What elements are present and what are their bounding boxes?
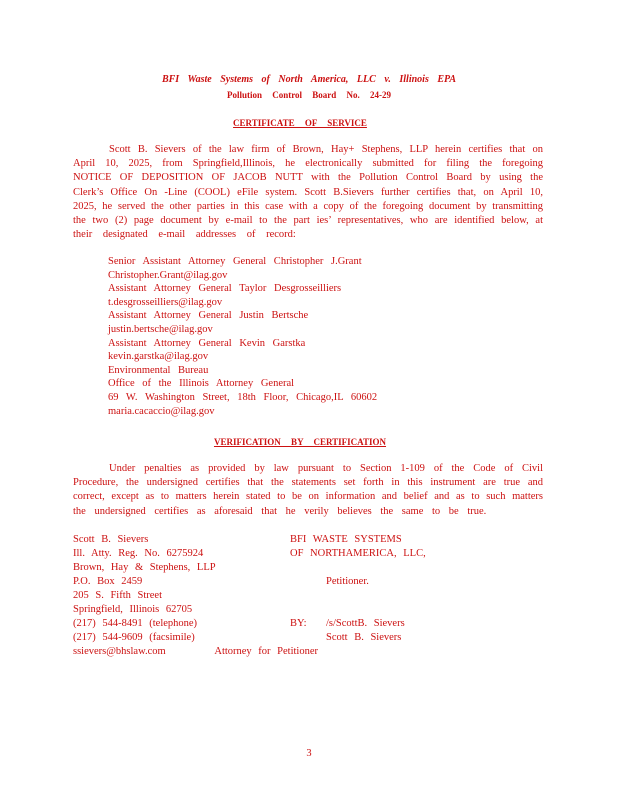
recipient-email: t.desgrosseilliers@ilag.gov — [108, 296, 223, 308]
law-firm: Brown, Hay & Stephens, LLP — [73, 562, 216, 573]
recipient-line: Office of the Illinois Attorney General — [108, 378, 295, 390]
po-box: P.O. Box 2459 — [73, 576, 143, 587]
verification-line: Procedure, the undersigned certifies that the statements set forth in this instrument are true and — [73, 477, 543, 489]
signature-block-right — [290, 533, 426, 645]
city-state-zip: Springfield, Illinois 62705 — [73, 604, 193, 615]
certificate-line: the two (2) page document by e-mail to the part ies’ representatives, who are identified below, at — [73, 215, 543, 227]
recipient-email: Christopher.Grant@ilag.gov — [108, 269, 228, 281]
page-number: 3 — [306, 748, 312, 759]
certificate-line: NOTICE OF DEPOSITION OF JACOB NUTT with the Pollution Control Board by using the — [73, 172, 543, 184]
electronic-signature: /s/ScottB. Sievers — [326, 618, 405, 629]
recipient-line: Assistant Attorney General Taylor Desgrosseilliers — [108, 283, 342, 295]
recipient-line: Senior Assistant Attorney General Christopher J.Grant — [108, 256, 362, 267]
email-line — [73, 645, 318, 659]
recipient-email: kevin.garstka@ilag.gov — [108, 351, 209, 363]
verification-line: Under penalties as provided by law pursuant to Section 1-109 of the Code of Civil — [109, 463, 543, 474]
facsimile: (217) 544-9609 (facsimile) — [73, 632, 195, 643]
party-name-line1: BFI WASTE SYSTEMS — [290, 534, 402, 545]
case-caption-subtitle: Pollution Control Board No. 24-29 — [226, 90, 392, 100]
certificate-line: Clerk’s Office On -Line (COOL) eFile system. Scott B.Sievers further certifies that, on April 10, — [73, 186, 543, 198]
party-role: Petitioner. — [326, 576, 369, 587]
recipient-line: Environmental Bureau — [108, 364, 209, 376]
recipient-email: justin.bertsche@ilag.gov — [108, 323, 213, 335]
certificate-line: Scott B. Sievers of the law firm of Brown, Hay+ Stephens, LLP herein certifies that on — [109, 144, 543, 155]
street-address: 205 S. Fifth Street — [73, 590, 163, 601]
certificate-line: 2025, he served the other parties in this case with a copy of the foregoing document by transmitting — [73, 200, 543, 212]
telephone: (217) 544-8491 (telephone) — [73, 618, 198, 629]
signer-name: Scott B. Sievers — [73, 534, 149, 545]
certificate-paragraph — [73, 143, 543, 242]
bar-registration: Ill. Atty. Reg. No. 6275924 — [73, 548, 204, 559]
verification-paragraph — [73, 462, 543, 519]
case-caption-title: BFI Waste Systems of North America, LLC v. Illinois EPA — [161, 74, 457, 85]
recipient-list — [108, 255, 377, 418]
by-label: BY: — [290, 618, 307, 629]
signature-line — [290, 617, 426, 631]
attorney-for-label: Attorney for Petitioner — [214, 646, 319, 657]
verification-heading — [0, 437, 618, 447]
party-name-line2: OF NORTHAMERICA, LLC, — [290, 548, 426, 559]
certificate-line: their designated e-mail addresses of record: — [73, 229, 296, 241]
recipient-line: Assistant Attorney General Justin Bertsche — [108, 310, 309, 322]
certificate-heading — [0, 118, 618, 128]
certificate-heading-text: CERTIFICATE OF SERVICE — [233, 118, 367, 128]
verification-heading-text: VERIFICATION BY CERTIFICATION — [213, 437, 387, 447]
signer-email: ssievers@bhslaw.com — [73, 646, 166, 657]
recipient-address: 69 W. Washington Street, 18th Floor, Chicago,IL 60602 — [108, 391, 378, 403]
certificate-line: April 10, 2025, from Springfield,Illinois, he electronically submitted for filing the foregoing — [73, 158, 543, 170]
signer-printed-name: Scott B. Sievers — [326, 632, 402, 643]
verification-line: correct, except as to matters herein stated to be on information and belief and as to such matters — [73, 491, 543, 503]
recipient-email: maria.cacaccio@ilag.gov — [108, 405, 215, 417]
signature-block-left — [73, 533, 318, 659]
recipient-line: Assistant Attorney General Kevin Garstka — [108, 337, 306, 349]
verification-line: the undersigned certifies as aforesaid that he verily believes the same to be true. — [73, 505, 487, 517]
